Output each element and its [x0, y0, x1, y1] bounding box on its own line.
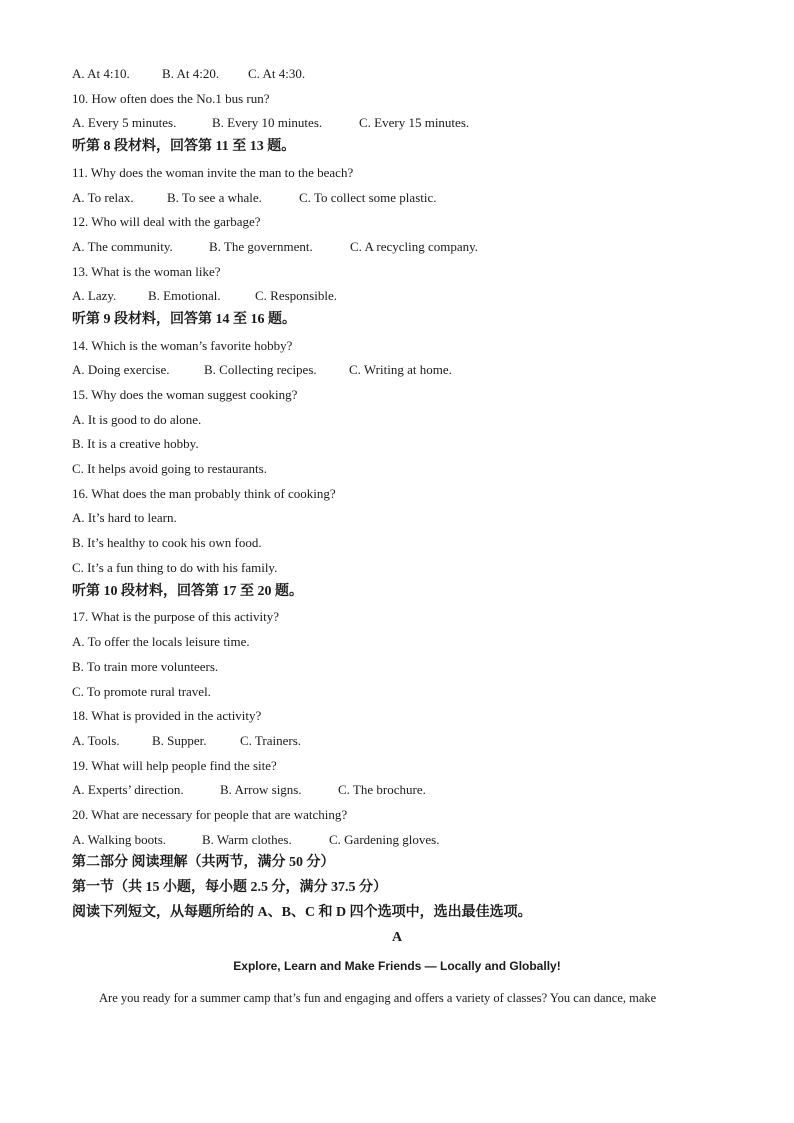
q17-option-b: B. To train more volunteers.: [72, 659, 219, 674]
question-16: 16. What does the man probably think of cooking?: [72, 486, 336, 501]
q16-option-c: C. It’s a fun thing to do with his family.: [72, 560, 278, 575]
q20-option-c: C. Gardening gloves.: [329, 832, 440, 847]
question-14: 14. Which is the woman’s favorite hobby?: [72, 338, 293, 353]
q15-option-c: C. It helps avoid going to restaurants.: [72, 461, 267, 476]
q16-option-a: A. It’s hard to learn.: [72, 510, 177, 525]
question-15: 15. Why does the woman suggest cooking?: [72, 387, 298, 402]
q12-option-c: C. A recycling company.: [350, 239, 479, 254]
q13-option-c: C. Responsible.: [255, 288, 337, 303]
q18-option-c: C. Trainers.: [240, 733, 302, 748]
question-20: 20. What are necessary for people that are watching?: [72, 807, 348, 822]
q12-option-b: B. The government.: [209, 239, 313, 254]
passage-letter: A: [391, 930, 403, 945]
part-2-section-1-heading: 第一节（共 15 小题，每小题 2.5 分，满分 37.5 分）: [72, 880, 387, 895]
question-19: 19. What will help people find the site?: [72, 758, 277, 773]
q12-option-a: A. The community.: [72, 239, 173, 254]
q10-options: [72, 115, 469, 131]
q17-option-c: C. To promote rural travel.: [72, 684, 211, 699]
passage-title: Explore, Learn and Make Friends — Locally and Globally!: [233, 959, 561, 973]
q19-option-c: C. The brochure.: [338, 782, 426, 797]
passage-paragraph: Are you ready for a summer camp that’s fun and engaging and offers a variety of classes? You can dance, make: [99, 991, 657, 1005]
q10-option-b: B. Every 10 minutes.: [212, 115, 323, 130]
section-9-heading: 听第 9 段材料，回答第 14 至 16 题。: [72, 312, 296, 327]
q15-option-b: B. It is a creative hobby.: [72, 436, 199, 451]
q13-option-a: A. Lazy.: [72, 288, 117, 303]
q11-option-a: A. To relax.: [72, 190, 134, 205]
question-17: 17. What is the purpose of this activity?: [72, 609, 279, 624]
q18-option-a: A. Tools.: [72, 733, 120, 748]
q13-options: [72, 288, 337, 304]
question-12: 12. Who will deal with the garbage?: [72, 214, 261, 229]
q19-option-b: B. Arrow signs.: [220, 782, 302, 797]
q13-option-b: B. Emotional.: [148, 288, 221, 303]
q19-options: [72, 782, 426, 798]
part-2-heading: 第二部分 阅读理解（共两节，满分 50 分）: [72, 855, 335, 870]
q18-option-b: B. Supper.: [152, 733, 207, 748]
q18-options: [72, 733, 301, 749]
q14-option-b: B. Collecting recipes.: [204, 362, 317, 377]
q20-option-a: A. Walking boots.: [72, 832, 167, 847]
q14-option-c: C. Writing at home.: [349, 362, 452, 377]
q14-options: [72, 362, 452, 378]
q9-option-a: A. At 4:10.: [72, 66, 130, 81]
q14-option-a: A. Doing exercise.: [72, 362, 170, 377]
q9-option-b: B. At 4:20.: [162, 66, 220, 81]
q20-options: [72, 832, 439, 848]
section-8-heading: 听第 8 段材料，回答第 11 至 13 题。: [72, 139, 296, 154]
reading-instructions: 阅读下列短文，从每题所给的 A、B、C 和 D 四个选项中，选出最佳选项。: [72, 905, 532, 920]
q10-option-a: A. Every 5 minutes.: [72, 115, 177, 130]
q20-option-b: B. Warm clothes.: [202, 832, 292, 847]
question-18: 18. What is provided in the activity?: [72, 708, 262, 723]
q16-option-b: B. It’s healthy to cook his own food.: [72, 535, 262, 550]
q9-option-c: C. At 4:30.: [248, 66, 306, 81]
question-13: 13. What is the woman like?: [72, 264, 221, 279]
q11-option-b: B. To see a whale.: [167, 190, 262, 205]
question-10: 10. How often does the No.1 bus run?: [72, 91, 270, 106]
q10-option-c: C. Every 15 minutes.: [359, 115, 470, 130]
q17-option-a: A. To offer the locals leisure time.: [72, 634, 250, 649]
question-11: 11. Why does the woman invite the man to the beach?: [72, 165, 354, 180]
q11-option-c: C. To collect some plastic.: [299, 190, 437, 205]
q19-option-a: A. Experts’ direction.: [72, 782, 184, 797]
q15-option-a: A. It is good to do alone.: [72, 412, 202, 427]
q11-options: [72, 190, 437, 206]
q12-options: [72, 239, 478, 255]
q9-options: [72, 66, 305, 82]
section-10-heading: 听第 10 段材料，回答第 17 至 20 题。: [72, 584, 303, 599]
